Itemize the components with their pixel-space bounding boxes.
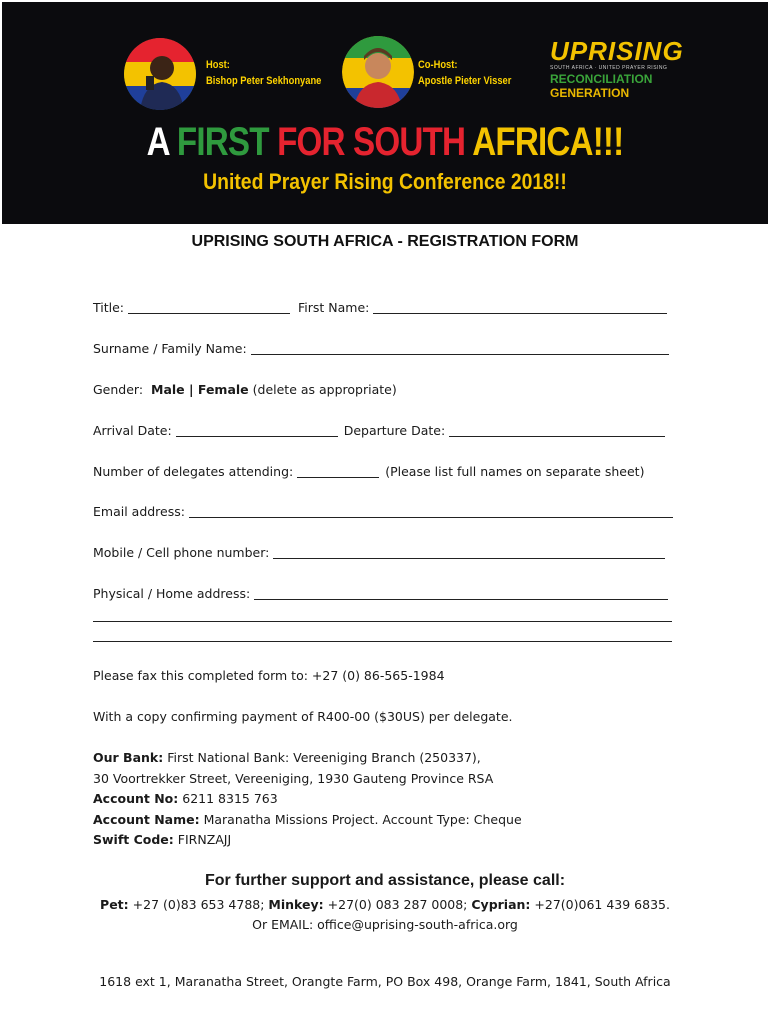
surname-row: [93, 341, 675, 357]
email-label: Email address:: [93, 504, 185, 519]
cohost-photo: [342, 36, 414, 108]
banner-headline: A FIRST FOR SOUTH AFRICA!!!: [146, 120, 624, 164]
first-name-field[interactable]: [373, 301, 667, 314]
mobile-label: Mobile / Cell phone number:: [93, 545, 270, 560]
email-field[interactable]: [189, 505, 673, 518]
support-phones: Pet: +27 (0)83 653 4788; Minkey: +27(0) 083 287 0008; Cyprian: +27(0)061 439 6835.: [100, 897, 670, 912]
gender-options[interactable]: Male | Female: [151, 382, 249, 397]
cohost-label: Co-Host: Apostle Pieter Visser: [418, 59, 512, 87]
support-email: Or EMAIL: office@uprising-south-africa.org: [252, 917, 518, 932]
address-field[interactable]: [254, 587, 668, 600]
gender-note: (delete as appropriate): [252, 382, 397, 397]
email-row: [93, 504, 679, 520]
mobile-row: [93, 545, 671, 561]
host-photo: [124, 38, 196, 110]
address-row: [93, 586, 674, 602]
support-title: For further support and assistance, please call:: [204, 872, 566, 889]
arrival-date-label: Arrival Date:: [93, 423, 172, 438]
arrival-date-field[interactable]: [176, 424, 338, 437]
departure-date-field[interactable]: [449, 424, 665, 437]
banner-subhead: United Prayer Rising Conference 2018!!: [203, 169, 567, 194]
title-field[interactable]: [128, 301, 290, 314]
bank-address: 30 Voortrekker Street, Vereeniging, 1930 Gauteng Province RSA: [93, 770, 494, 786]
address-field-line-2[interactable]: [93, 621, 672, 622]
dates-row: [93, 423, 671, 439]
departure-date-label: Departure Date:: [343, 423, 446, 438]
gender-row: [93, 382, 397, 398]
surname-label: Surname / Family Name:: [93, 341, 247, 356]
delegates-field[interactable]: [297, 465, 379, 478]
account-no-line: Account No: 6211 8315 763: [93, 791, 278, 806]
gender-label: Gender:: [93, 382, 144, 397]
delegates-note: (Please list full names on separate sheet): [385, 464, 645, 479]
account-name-line: Account Name: Maranatha Missions Project. Account Type: Cheque: [93, 811, 522, 827]
delegates-label: Number of delegates attending:: [93, 464, 294, 479]
fax-instruction: Please fax this completed form to: +27 (0) 86-565-1984: [93, 668, 445, 683]
first-name-label: First Name:: [298, 300, 370, 315]
payment-instruction: With a copy confirming payment of R400-00 ($30US) per delegate.: [93, 709, 513, 724]
uprising-logo: UPRISING SOUTH AFRICA · UNITED PRAYER RISING RECONCILIATION GENERATION: [550, 36, 684, 100]
bank-line: Our Bank: First National Bank: Vereeniging Branch (250337),: [93, 750, 481, 765]
mobile-field[interactable]: [273, 546, 665, 559]
host-label: Host: Bishop Peter Sekhonyane: [206, 59, 322, 87]
bank-details: [93, 748, 522, 851]
title-firstname-row: [93, 300, 673, 316]
form-title: UPRISING SOUTH AFRICA - REGISTRATION FORM: [191, 233, 579, 250]
header-banner: [2, 2, 768, 224]
surname-field[interactable]: [251, 342, 669, 355]
delegates-row: [93, 464, 644, 480]
address-label: Physical / Home address:: [93, 586, 251, 601]
title-label: Title:: [93, 300, 124, 315]
swift-code-line: Swift Code: FIRNZAJJ: [93, 832, 232, 847]
address-field-line-3[interactable]: [93, 641, 672, 642]
footer-address: 1618 ext 1, Maranatha Street, Orangte Farm, PO Box 498, Orange Farm, 1841, South Africa: [99, 974, 671, 989]
